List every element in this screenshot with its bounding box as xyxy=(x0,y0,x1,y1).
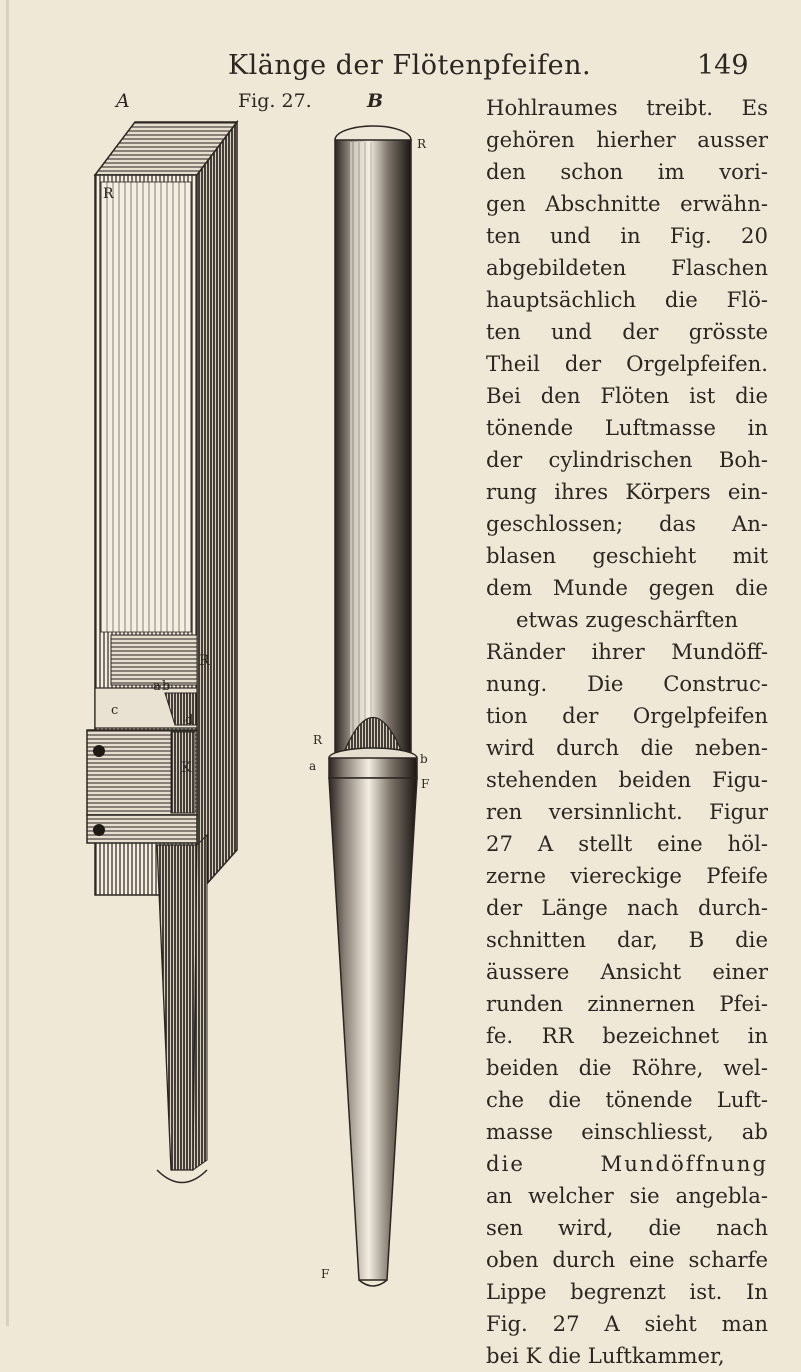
body-line: hauptsächlich die Flö- xyxy=(486,287,768,312)
fig-a-letter-k: K xyxy=(181,760,192,776)
body-line: fe. RR bezeichnet in xyxy=(486,1023,768,1048)
body-text xyxy=(486,92,768,1372)
body-line: rung ihres Körpers ein- xyxy=(486,479,768,504)
body-line: der Länge nach durch- xyxy=(486,895,768,920)
body-line: stehenden beiden Figu- xyxy=(486,767,768,792)
body-line: masse einschliesst, ab xyxy=(486,1119,768,1144)
figure-b-pipe xyxy=(329,126,417,1286)
body-line: wird durch die neben- xyxy=(486,735,768,760)
body-line: Lippe begrenzt ist. In xyxy=(486,1279,768,1304)
body-line: ten und in Fig. 20 xyxy=(486,223,768,248)
header-title: Klänge der Flötenpfeifen. xyxy=(228,50,592,81)
figure-label-b: B xyxy=(367,90,384,112)
figure-a-pipe xyxy=(87,122,237,1183)
fig-a-letter-c: c xyxy=(111,703,119,718)
body-line: die Mundöffnung xyxy=(486,1151,768,1176)
body-line: ren versinnlicht. Figur xyxy=(486,799,768,824)
body-line: beiden die Röhre, wel- xyxy=(486,1055,768,1080)
fig-b-letter-r-mid: R xyxy=(313,733,323,747)
body-line: schnitten dar, B die xyxy=(486,927,768,952)
fig-b-letter-b: b xyxy=(420,752,428,766)
body-line: Fig. 27 A sieht man xyxy=(486,1311,768,1336)
fig-b-letter-f-bottom: F xyxy=(321,1267,330,1281)
body-line: geschlossen; das An- xyxy=(486,511,768,536)
running-header xyxy=(0,50,801,90)
body-line: tönende Luftmasse in xyxy=(486,415,768,440)
body-line: der cylindrischen Boh- xyxy=(486,447,768,472)
body-line: ten und der grösste xyxy=(486,319,768,344)
body-line: dem Munde gegen die xyxy=(486,575,768,600)
fig-b-letter-f-top: F xyxy=(421,777,430,791)
body-line: oben durch eine scharfe xyxy=(486,1247,768,1272)
page-number: 149 xyxy=(697,50,749,81)
body-line: gehören hierher ausser xyxy=(486,127,768,152)
figure-label-a: A xyxy=(116,90,130,112)
body-line: zerne viereckige Pfeife xyxy=(486,863,768,888)
body-line: Bei den Flöten ist die xyxy=(486,383,768,408)
body-line: 27 A stellt eine höl- xyxy=(486,831,768,856)
fig-b-letter-a: a xyxy=(309,759,317,773)
body-line: nung. Die Construc- xyxy=(486,671,768,696)
body-line: an welcher sie angebla- xyxy=(486,1183,768,1208)
body-line: äussere Ansicht einer xyxy=(486,959,768,984)
figure-caption: Fig. 27. xyxy=(238,90,312,112)
body-line: runden zinnernen Pfei- xyxy=(486,991,768,1016)
fig-a-letter-r-top: R xyxy=(103,186,114,202)
body-line: sen wird, die nach xyxy=(486,1215,768,1240)
body-line: blasen geschieht mit xyxy=(486,543,768,568)
body-line: den schon im vori- xyxy=(486,159,768,184)
body-line: bei K die Luftkammer, xyxy=(486,1343,725,1368)
fig-a-letter-b: b xyxy=(162,679,171,694)
fig-b-letter-r-top: R xyxy=(417,137,427,151)
body-line: che die tönende Luft- xyxy=(486,1087,768,1112)
fig-a-letter-d: d xyxy=(185,713,194,728)
body-line: Hohlraumes treibt. Es xyxy=(486,95,768,120)
body-line: gen Abschnitte erwähn- xyxy=(486,191,768,216)
fig-a-letter-a: a xyxy=(153,679,161,694)
body-line: abgebildeten Flaschen xyxy=(486,255,768,280)
body-line: Theil der Orgelpfeifen. xyxy=(486,351,768,376)
body-line: tion der Orgelpfeifen xyxy=(486,703,768,728)
organ-pipe-figure xyxy=(75,110,435,1310)
body-line: etwas zugeschärften xyxy=(515,607,739,632)
body-line: Ränder ihrer Mundöff- xyxy=(486,639,768,664)
page-edge xyxy=(6,0,9,1326)
fig-a-letter-r-mid: R xyxy=(199,653,210,669)
